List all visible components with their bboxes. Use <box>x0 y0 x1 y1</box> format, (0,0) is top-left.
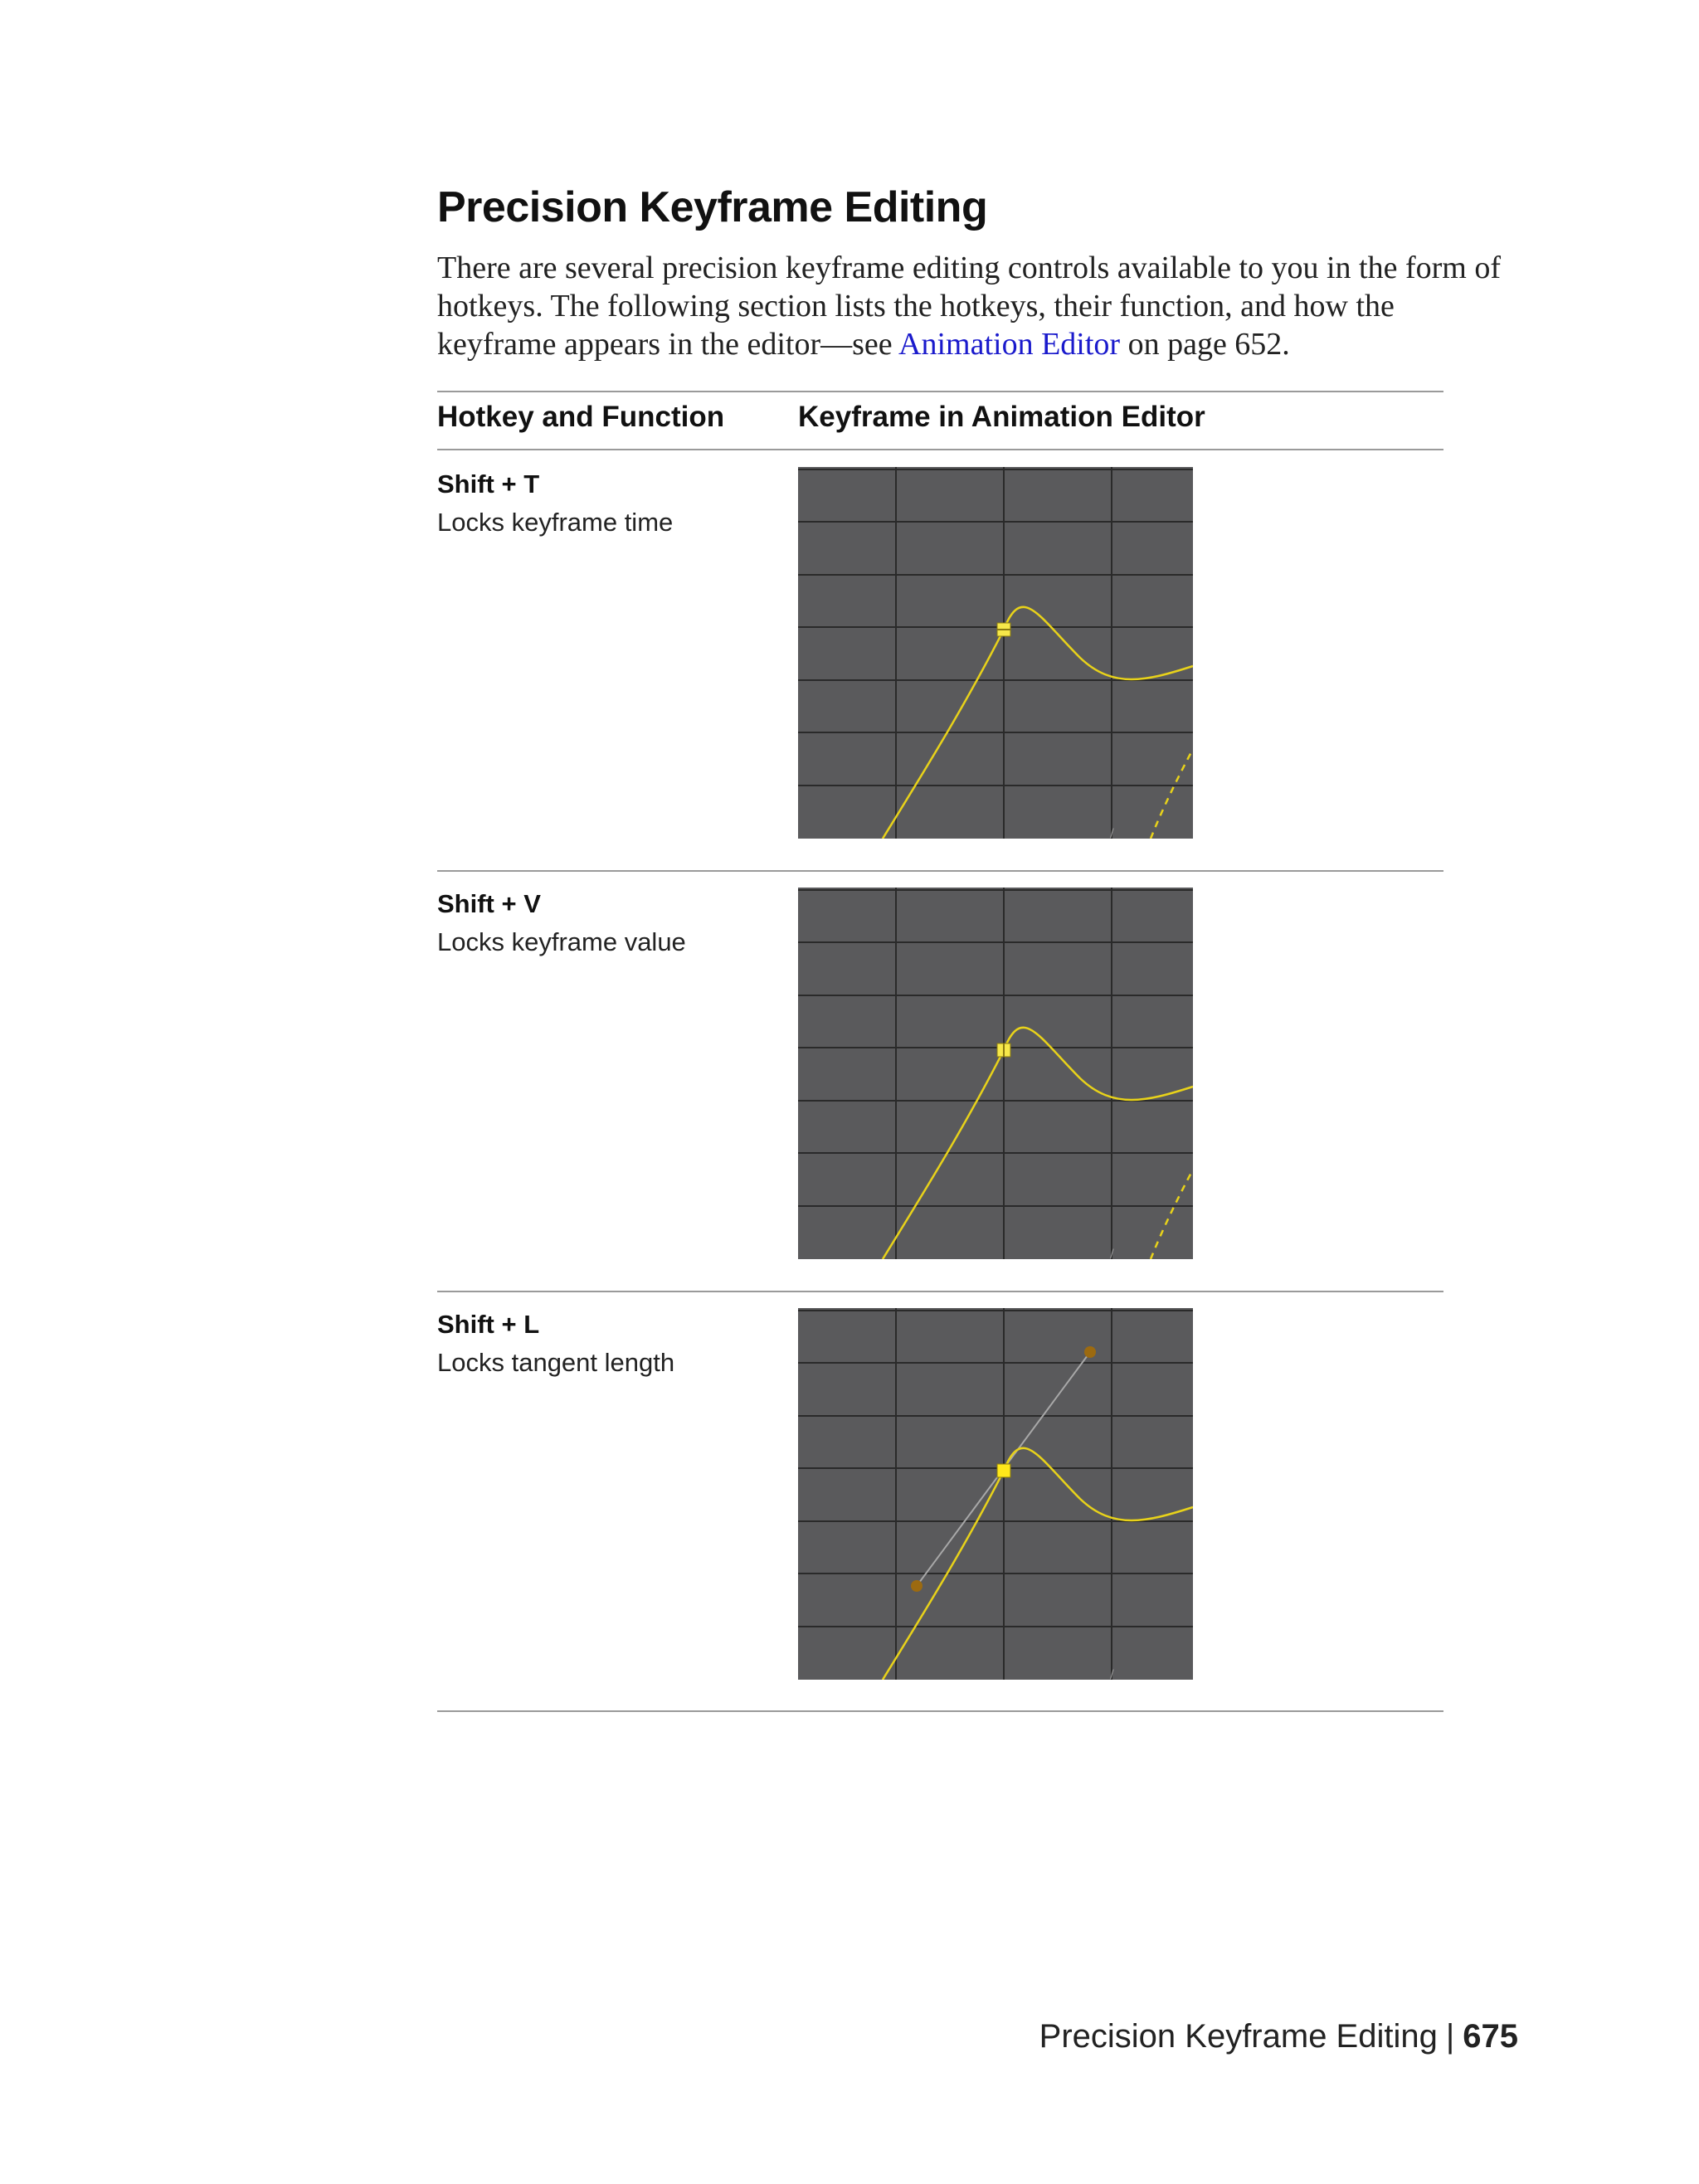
hotkey-function: Locks keyframe value <box>437 927 686 956</box>
animation-editor-link[interactable]: Animation Editor <box>898 327 1121 362</box>
footer-separator: | <box>1445 2018 1455 2055</box>
column-header-keyframe: Keyframe in Animation Editor <box>798 401 1205 433</box>
animation-editor-graph <box>798 888 1193 1259</box>
hotkey-function: Locks tangent length <box>437 1348 675 1377</box>
intro-text: There are several precision keyframe editing controls available to you in the form of hotkeys. The following section lists the hotkeys, their function, and how the keyframe appears in the editor—see <box>437 251 1501 362</box>
page-footer <box>1039 2018 1518 2055</box>
table-top-rule <box>437 391 1443 392</box>
hotkey-label: Shift + V <box>437 889 541 918</box>
hotkey-label: Shift + L <box>437 1310 540 1339</box>
column-header-hotkey: Hotkey and Function <box>437 401 725 433</box>
page-title: Precision Keyframe Editing <box>437 183 988 231</box>
keyframe-time-lock-graph <box>798 467 1193 839</box>
footer-section-title: Precision Keyframe Editing <box>1039 2018 1438 2055</box>
row-divider <box>437 870 1443 872</box>
keyframe-value-lock-graph <box>798 888 1193 1259</box>
svg-text:/: / <box>1110 1248 1114 1259</box>
tangent-length-lock-graph <box>798 1308 1193 1680</box>
svg-text:/: / <box>1110 827 1114 839</box>
intro-paragraph <box>437 249 1516 363</box>
animation-editor-graph <box>798 1308 1193 1680</box>
hotkey-function: Locks keyframe time <box>437 508 674 537</box>
svg-text:/: / <box>1110 1668 1114 1680</box>
hotkey-label: Shift + T <box>437 469 540 499</box>
animation-editor-graph <box>798 467 1193 839</box>
page-number: 675 <box>1463 2018 1518 2055</box>
row-divider <box>437 1291 1443 1292</box>
table-bottom-rule <box>437 1710 1443 1712</box>
table-header-rule <box>437 449 1443 450</box>
intro-text-end: on page 652. <box>1120 327 1290 362</box>
